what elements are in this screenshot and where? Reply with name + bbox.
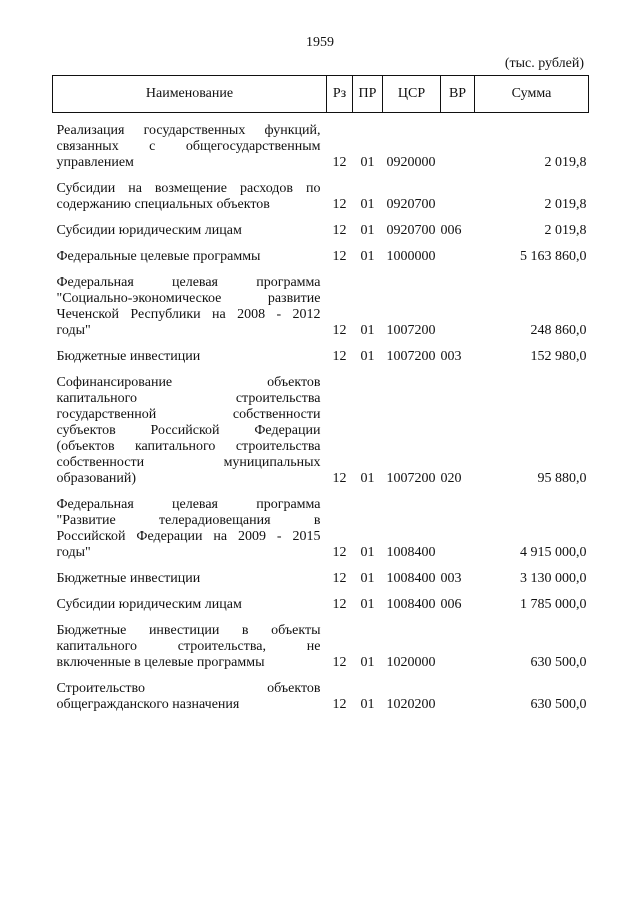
row-name-line: образований) [56, 471, 137, 486]
row-name-line: собственности муниципальных [56, 455, 321, 470]
table-body [53, 113, 589, 724]
row-name-line: Бюджетные инвестиции [56, 349, 201, 364]
row-vr [441, 623, 475, 681]
row-name-line: Строительство объектов [56, 681, 321, 696]
row-sum: 630 500,0 [530, 697, 587, 712]
row-rz: 12 [332, 323, 347, 338]
row-csr: 0920700 [386, 223, 436, 238]
row-pr: 01 [360, 597, 375, 612]
row-name [53, 623, 327, 681]
row-name-line: субъектов Российской Федерации [56, 423, 321, 438]
row-rz: 12 [332, 655, 347, 670]
header-sum: Сумма [475, 76, 589, 113]
row-sum: 3 130 000,0 [520, 571, 587, 586]
row-rz: 12 [332, 597, 347, 612]
row-name [53, 571, 327, 597]
row-name-line: Субсидии на возмещение расходов по [56, 181, 321, 196]
row-rz: 12 [332, 571, 347, 586]
row-name [53, 181, 327, 223]
row-name-line: управлением [56, 155, 134, 170]
row-pr: 01 [360, 655, 375, 670]
row-name-line: годы" [56, 323, 91, 338]
row-name-line: Федеральная целевая программа [56, 275, 321, 290]
header-csr: ЦСР [383, 76, 441, 113]
row-name-line: Бюджетные инвестиции в объекты [56, 623, 321, 638]
row-rz: 12 [332, 697, 347, 712]
page-number: 1959 [306, 35, 334, 50]
table-row [53, 681, 589, 723]
table-header-row [53, 76, 589, 113]
header-pr: ПР [353, 76, 383, 113]
table-row [53, 349, 589, 375]
row-name-line: Бюджетные инвестиции [56, 571, 201, 586]
row-name-line: (объектов капитального строительства [56, 439, 321, 454]
row-sum: 630 500,0 [530, 655, 587, 670]
row-rz: 12 [332, 223, 347, 238]
row-name [53, 681, 327, 723]
row-name [53, 349, 327, 375]
row-name [53, 113, 327, 182]
row-name-line: годы" [56, 545, 91, 560]
row-vr [441, 249, 475, 275]
row-vr [441, 497, 475, 571]
row-vr: 020 [440, 471, 462, 486]
row-name-line: государственной собственности [56, 407, 321, 422]
row-name-line: "Социально-экономическое развитие [56, 291, 321, 306]
row-csr: 1008400 [386, 571, 436, 586]
row-name [53, 223, 327, 249]
row-csr: 1020200 [386, 697, 436, 712]
row-name-line: общегражданского назначения [56, 697, 240, 712]
row-vr: 006 [440, 597, 462, 612]
unit-note: (тыс. рублей) [504, 56, 584, 71]
row-name [53, 597, 327, 623]
row-pr: 01 [360, 571, 375, 586]
table-row [53, 275, 589, 349]
row-name-line: капитального строительства [56, 391, 321, 406]
row-pr: 01 [360, 545, 375, 560]
row-sum: 2 019,8 [544, 155, 587, 170]
row-csr: 1007200 [386, 349, 436, 364]
row-name [53, 375, 327, 497]
row-rz: 12 [332, 249, 347, 264]
row-name-line: Субсидии юридическим лицам [56, 597, 242, 612]
row-sum: 95 880,0 [537, 471, 587, 486]
table-row [53, 623, 589, 681]
row-name-line: Субсидии юридическим лицам [56, 223, 242, 238]
row-sum: 248 860,0 [530, 323, 587, 338]
row-name-line: Чеченской Республики на 2008 - 2012 [56, 307, 321, 322]
row-name-line: Софинансирование объектов [56, 375, 321, 390]
table-row [53, 597, 589, 623]
row-sum: 1 785 000,0 [520, 597, 587, 612]
row-sum: 5 163 860,0 [520, 249, 587, 264]
table-row [53, 375, 589, 497]
row-name-line: "Развитие телерадиовещания в [56, 513, 321, 528]
table-row [53, 113, 589, 182]
row-name [53, 249, 327, 275]
row-csr: 1000000 [386, 249, 436, 264]
row-sum: 152 980,0 [530, 349, 587, 364]
row-sum: 2 019,8 [544, 223, 587, 238]
row-pr: 01 [360, 349, 375, 364]
row-sum: 4 915 000,0 [520, 545, 587, 560]
budget-table [52, 75, 589, 723]
row-vr [441, 681, 475, 723]
row-csr: 1020000 [386, 655, 436, 670]
row-name-line: содержанию специальных объектов [56, 197, 270, 212]
table-row [53, 223, 589, 249]
header-rz: Рз [327, 76, 353, 113]
row-rz: 12 [332, 197, 347, 212]
row-rz: 12 [332, 349, 347, 364]
row-pr: 01 [360, 223, 375, 238]
row-vr: 003 [440, 571, 462, 586]
row-vr [441, 181, 475, 223]
row-csr: 1008400 [386, 545, 436, 560]
row-csr: 1007200 [386, 471, 436, 486]
row-pr: 01 [360, 249, 375, 264]
row-name-line: капитального строительства, не [56, 639, 321, 654]
row-pr: 01 [360, 197, 375, 212]
row-name-line: включенные в целевые программы [56, 655, 265, 670]
row-name [53, 275, 327, 349]
row-pr: 01 [360, 697, 375, 712]
table-row [53, 497, 589, 571]
row-name-line: Реализация государственных функций, [56, 123, 321, 138]
row-pr: 01 [360, 323, 375, 338]
header-name: Наименование [53, 76, 327, 113]
row-csr: 1008400 [386, 597, 436, 612]
table-row [53, 181, 589, 223]
row-rz: 12 [332, 471, 347, 486]
row-vr [441, 275, 475, 349]
row-csr: 1007200 [386, 323, 436, 338]
header-vr: ВР [441, 76, 475, 113]
row-pr: 01 [360, 155, 375, 170]
row-name-line: связанных с общегосударственным [56, 139, 321, 154]
row-sum: 2 019,8 [544, 197, 587, 212]
row-csr: 0920000 [386, 155, 436, 170]
row-vr: 003 [440, 349, 462, 364]
row-vr [441, 113, 475, 182]
row-rz: 12 [332, 155, 347, 170]
row-pr: 01 [360, 471, 375, 486]
row-csr: 0920700 [386, 197, 436, 212]
table-row [53, 249, 589, 275]
row-name [53, 497, 327, 571]
row-name-line: Федеральные целевые программы [56, 249, 261, 264]
row-vr: 006 [440, 223, 462, 238]
row-name-line: Российской Федерации на 2009 - 2015 [56, 529, 321, 544]
row-rz: 12 [332, 545, 347, 560]
row-name-line: Федеральная целевая программа [56, 497, 321, 512]
table-row [53, 571, 589, 597]
